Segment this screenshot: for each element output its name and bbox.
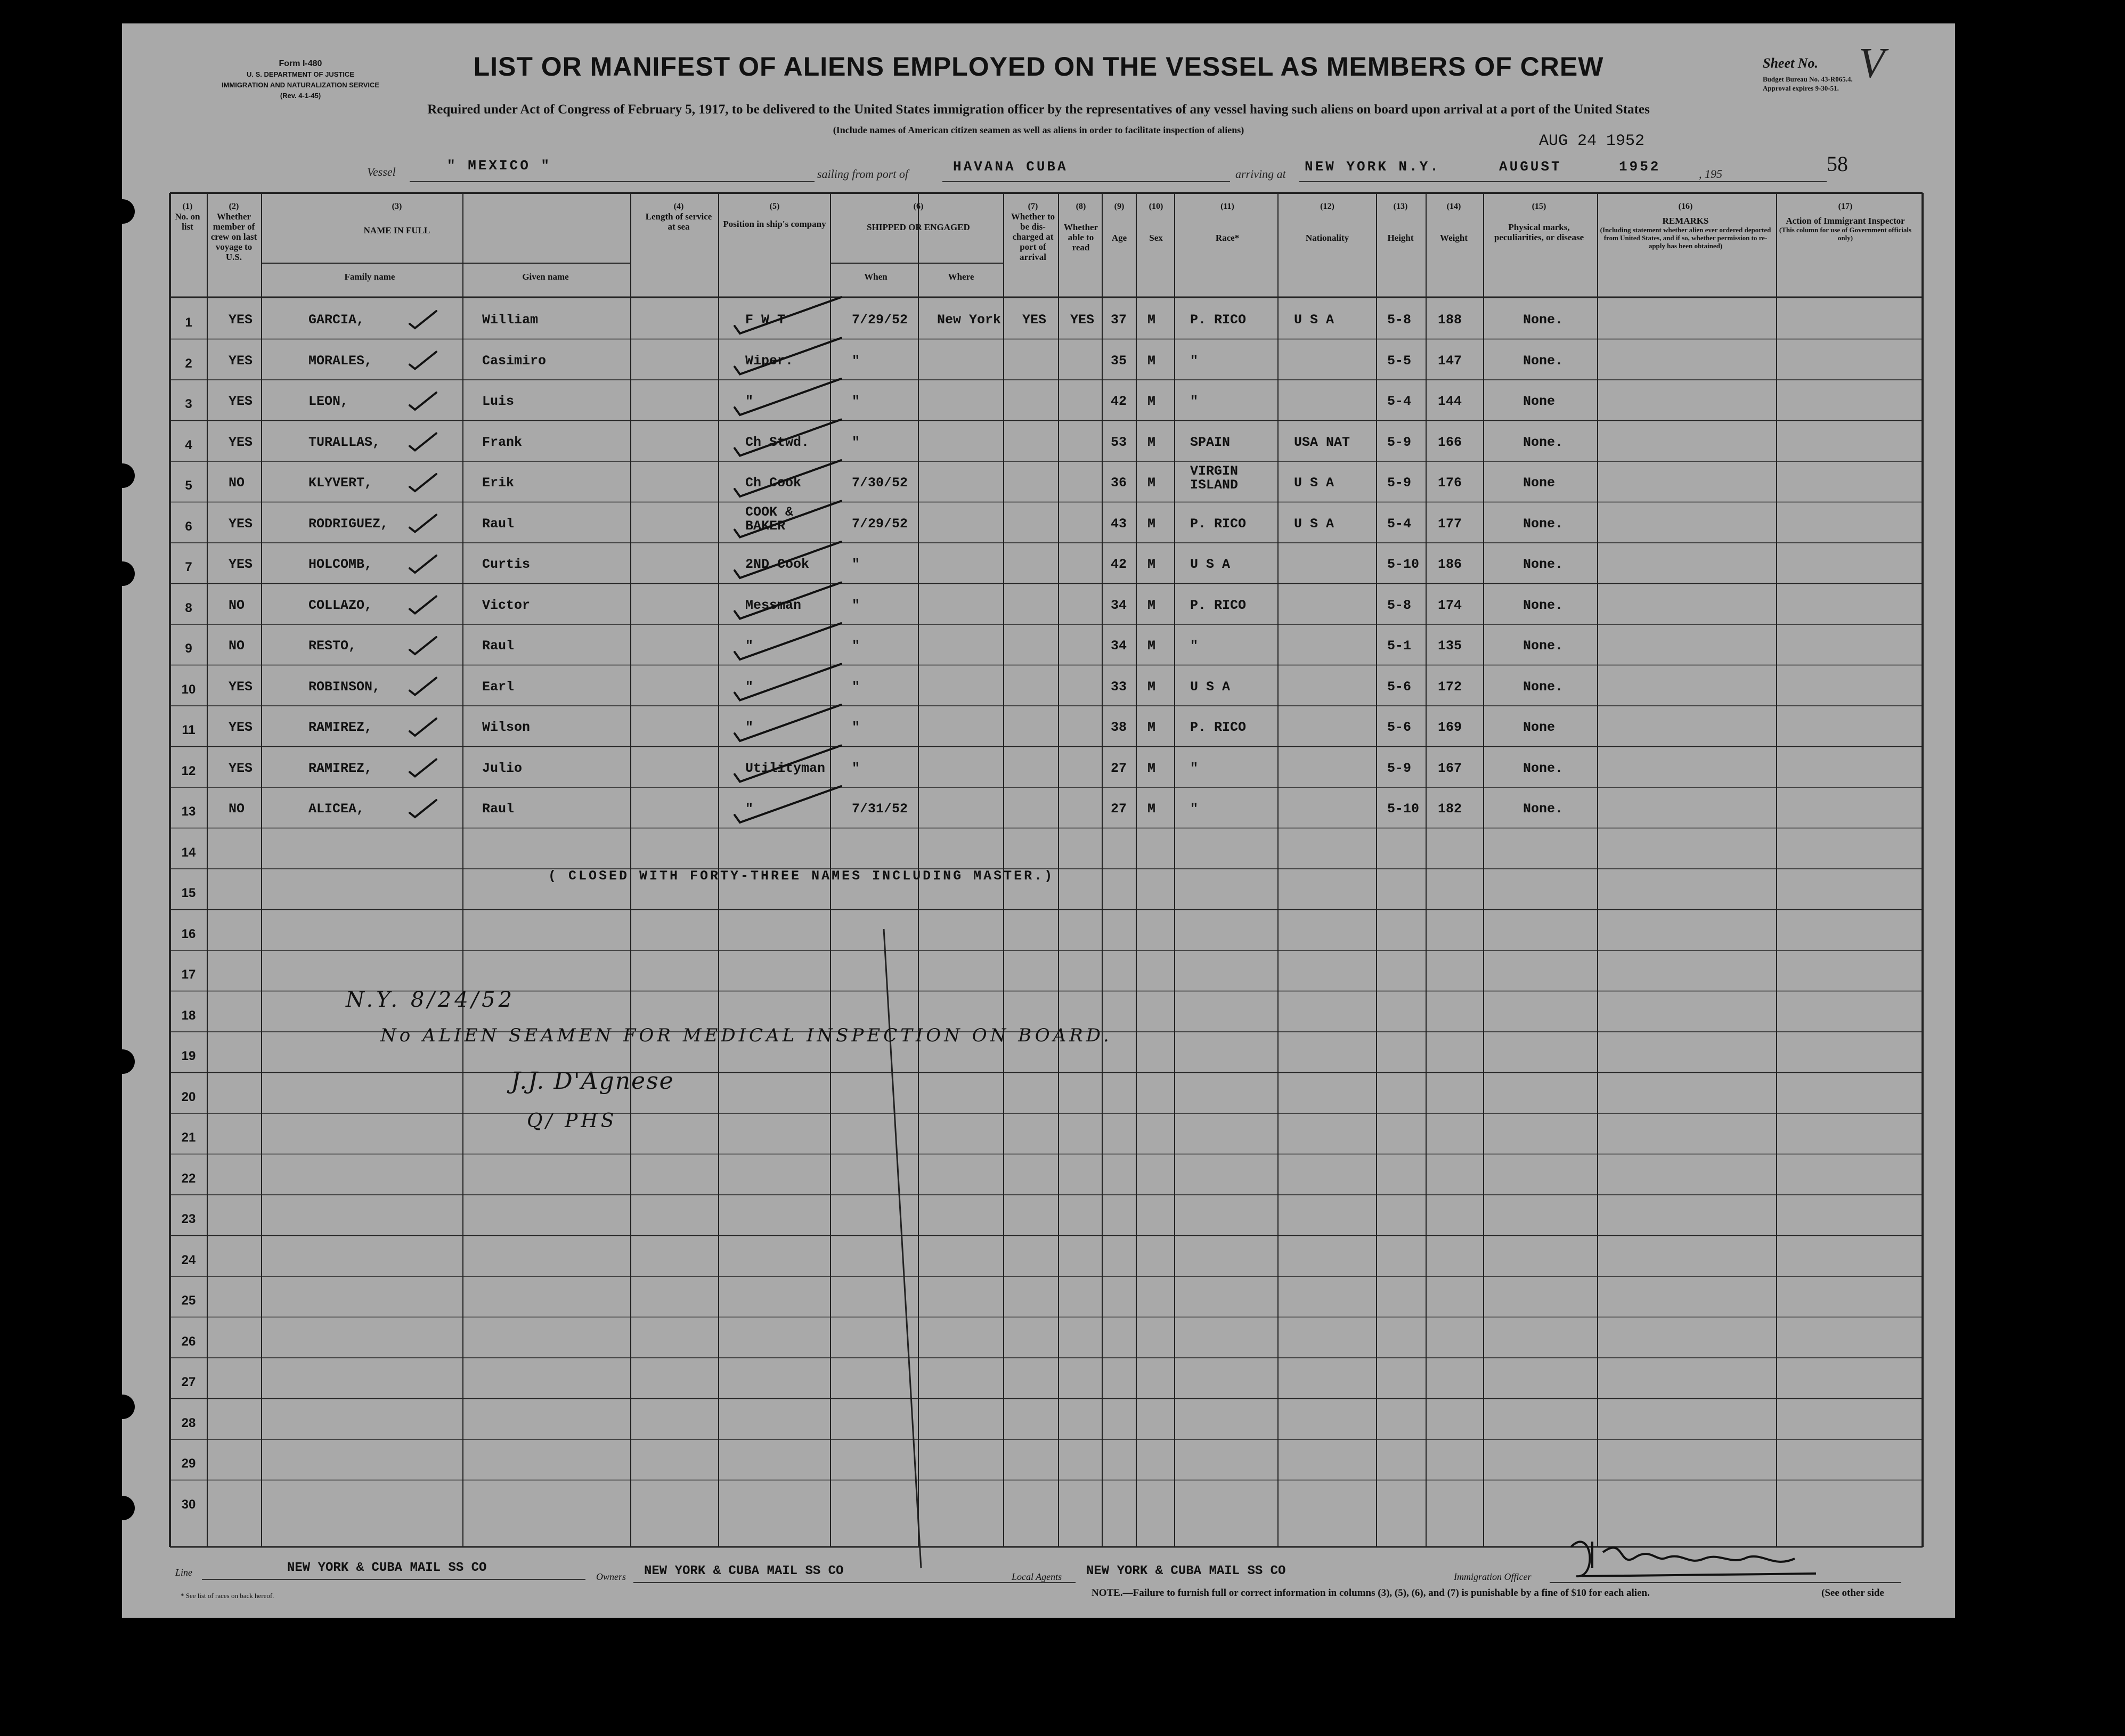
crew-marks: None. — [1523, 557, 1564, 572]
crew-given: Earl — [482, 679, 515, 695]
crew-family: HOLCOMB, — [308, 557, 373, 572]
crew-height: 5-9 — [1387, 475, 1412, 491]
crew-height: 5-1 — [1387, 638, 1412, 654]
crew-when: " — [852, 638, 860, 654]
col8-header: (8) Whether able to read — [1063, 202, 1098, 252]
crew-marks: None. — [1523, 638, 1564, 654]
row-number: 11 — [182, 723, 196, 737]
check-mark — [735, 338, 841, 374]
crew-height: 5-6 — [1387, 679, 1412, 695]
col3-header: (3) NAME IN FULL — [363, 202, 430, 235]
col6-header: (6) SHIPPED OR ENGAGED — [867, 202, 970, 232]
crew-age: 42 — [1111, 557, 1127, 572]
check-mark — [735, 379, 841, 415]
crew-height: 5-6 — [1387, 720, 1412, 735]
crew-given: Frank — [482, 434, 523, 450]
row-number: 21 — [181, 1130, 196, 1145]
crew-weight: 167 — [1438, 760, 1462, 776]
crew-family: ROBINSON, — [308, 679, 381, 695]
races-note: * See list of races on back hereof. — [181, 1592, 274, 1600]
officer-label: Immigration Officer — [1454, 1571, 1532, 1582]
crew-given: Curtis — [482, 557, 531, 572]
col11-header: (11) Race* — [1215, 202, 1240, 243]
crew-height: 5-4 — [1387, 516, 1412, 532]
crew-when: 7/29/52 — [852, 516, 908, 532]
subtitle-note: (Include names of American citizen seamen as well as aliens in order to facilitate inspection of aliens) — [833, 125, 1244, 135]
arriving-label: arriving at — [1235, 167, 1286, 181]
crew-last: YES — [229, 679, 253, 695]
crew-position: 2ND Cook — [745, 557, 810, 572]
crew-age: 33 — [1111, 679, 1127, 695]
crew-position: " — [745, 720, 754, 735]
check-mark — [410, 800, 436, 817]
crew-given: Raul — [482, 801, 515, 817]
crew-race: P. RICO — [1190, 597, 1247, 613]
check-mark — [735, 583, 841, 619]
crew-position: COOK & BAKER — [745, 504, 794, 534]
crew-age: 27 — [1111, 801, 1127, 817]
crew-sex: M — [1147, 312, 1156, 328]
handwritten-signature-dagnese: J.J. D'Agnese — [511, 1067, 674, 1095]
crew-height: 5-8 — [1387, 597, 1412, 613]
check-mark — [410, 597, 436, 614]
crew-weight: 188 — [1438, 312, 1462, 328]
crew-last: YES — [229, 720, 253, 735]
check-mark — [735, 297, 841, 333]
crew-last: YES — [229, 353, 253, 369]
col7-header: (7) Whether to be dis-charged at port of arrival — [1011, 202, 1055, 262]
crew-age: 27 — [1111, 760, 1127, 776]
check-mark — [410, 719, 436, 736]
crew-family: GARCIA, — [308, 312, 365, 328]
owners-value: NEW YORK & CUBA MAIL SS CO — [644, 1564, 844, 1578]
crew-age: 53 — [1111, 434, 1127, 450]
check-mark — [410, 678, 436, 695]
col5-header: (5) Position in ship's company — [723, 202, 826, 229]
check-mark — [410, 393, 436, 410]
crew-race: " — [1190, 353, 1199, 369]
crew-race: P. RICO — [1190, 720, 1247, 735]
sailing-port: HAVANA CUBA — [953, 159, 1068, 175]
crew-when: " — [852, 353, 860, 369]
page-title: LIST OR MANIFEST OF ALIENS EMPLOYED ON THE VESSEL AS MEMBERS OF CREW — [473, 52, 1604, 81]
crew-marks: None. — [1523, 679, 1564, 695]
crew-family: MORALES, — [308, 353, 373, 369]
crew-marks: None — [1523, 394, 1556, 409]
check-mark — [410, 515, 436, 532]
crew-family: RODRIGUEZ, — [308, 516, 389, 532]
row-number: 10 — [181, 682, 196, 697]
crew-discharged: YES — [1022, 312, 1047, 328]
crew-position: " — [745, 638, 754, 654]
crew-marks: None. — [1523, 801, 1564, 817]
crew-marks: None. — [1523, 516, 1564, 532]
crew-given: Raul — [482, 638, 515, 654]
crew-marks: None. — [1523, 597, 1564, 613]
crew-age: 34 — [1111, 638, 1127, 654]
crew-given: Victor — [482, 597, 531, 613]
crew-race: U S A — [1190, 679, 1231, 695]
officer-signature — [1560, 1526, 1827, 1584]
crew-last: NO — [229, 638, 245, 654]
col15-header: (15) Physical marks, peculiarities, or disease — [1494, 202, 1584, 242]
col6a-header: When — [864, 272, 888, 282]
crew-race: " — [1190, 638, 1199, 654]
crew-race: SPAIN — [1190, 434, 1231, 450]
crew-nationality: U S A — [1294, 516, 1334, 532]
row-number: 18 — [181, 1008, 196, 1023]
check-mark — [735, 664, 841, 700]
crew-last: YES — [229, 516, 253, 532]
crew-nationality: U S A — [1294, 312, 1334, 328]
crew-last: YES — [229, 394, 253, 409]
check-mark — [410, 637, 436, 654]
crew-sex: M — [1147, 394, 1156, 409]
crew-race: " — [1190, 394, 1199, 409]
crew-family: RAMIREZ, — [308, 720, 373, 735]
crew-race: P. RICO — [1190, 312, 1247, 328]
crew-height: 5-10 — [1387, 801, 1420, 817]
crew-weight: 144 — [1438, 394, 1462, 409]
crew-when: " — [852, 394, 860, 409]
crew-given: Luis — [482, 394, 515, 409]
crew-last: YES — [229, 312, 253, 328]
col16-header: (16) REMARKS (Including statement whether alien ever ordered deported from United States, and if so, whether permission to re-apply has been obtained) — [1600, 202, 1771, 250]
crew-height: 5-9 — [1387, 760, 1412, 776]
crew-when: 7/30/52 — [852, 475, 908, 491]
check-mark — [410, 434, 436, 451]
footer-note: NOTE.—Failure to furnish full or correct information in columns (3), (5), (6), and (7) is punishable by a fine of $10 for each alien. — [1092, 1587, 1650, 1599]
crew-when: 7/29/52 — [852, 312, 908, 328]
date-stamp: AUG 24 1952 — [1539, 132, 1645, 150]
crew-position: " — [745, 394, 754, 409]
crew-position: Ch Cook — [745, 475, 802, 491]
crew-marks: None. — [1523, 760, 1564, 776]
crew-family: TURALLAS, — [308, 434, 381, 450]
crew-where: New York — [937, 312, 1002, 328]
arrival-year: 1952 — [1619, 159, 1661, 175]
crew-when: " — [852, 760, 860, 776]
row-number: 7 — [185, 560, 192, 574]
crew-when: 7/31/52 — [852, 801, 908, 817]
crew-age: 38 — [1111, 720, 1127, 735]
crew-last: YES — [229, 557, 253, 572]
crew-height: 5-10 — [1387, 557, 1420, 572]
owners-underline — [633, 1582, 1076, 1583]
crew-sex: M — [1147, 760, 1156, 776]
handwritten-inspection-note: No ALIEN SEAMEN FOR MEDICAL INSPECTION ON BOARD. — [380, 1025, 1112, 1046]
row-number: 1 — [185, 315, 192, 330]
crew-position: Wiper. — [745, 353, 794, 369]
row-number: 25 — [181, 1293, 196, 1308]
crew-age: 37 — [1111, 312, 1127, 328]
row-number: 29 — [181, 1456, 196, 1471]
check-mark — [735, 542, 841, 578]
arrival-month: AUGUST — [1499, 159, 1562, 175]
col2-header: (2) Whether member of crew on last voyage to U.S. — [210, 202, 257, 262]
agents-label: Local Agents — [1012, 1571, 1062, 1582]
crew-sex: M — [1147, 720, 1156, 735]
crew-nationality: USA NAT — [1294, 434, 1350, 450]
crew-when: " — [852, 720, 860, 735]
see-other-side: (See other side — [1821, 1587, 1884, 1599]
crew-sex: M — [1147, 679, 1156, 695]
line-label: Line — [175, 1567, 193, 1578]
crew-given: Wilson — [482, 720, 531, 735]
crew-weight: 174 — [1438, 597, 1462, 613]
crew-age: 43 — [1111, 516, 1127, 532]
crew-sex: M — [1147, 557, 1156, 572]
row-number: 22 — [181, 1171, 196, 1186]
row-number: 20 — [181, 1089, 196, 1104]
row-number: 28 — [181, 1415, 196, 1430]
sheet-label: Sheet No. — [1763, 55, 1818, 71]
crew-weight: 176 — [1438, 475, 1462, 491]
sheet-value: V — [1859, 40, 1885, 87]
crew-family: COLLAZO, — [308, 597, 373, 613]
check-mark — [410, 474, 436, 491]
crew-last: YES — [229, 434, 253, 450]
handwritten-date: N.Y. 8/24/52 — [346, 988, 516, 1012]
row-number: 27 — [181, 1375, 196, 1389]
revision: (Rev. 4-1-45) — [280, 92, 321, 100]
crew-marks: None. — [1523, 353, 1564, 369]
crew-sex: M — [1147, 597, 1156, 613]
crew-marks: None. — [1523, 434, 1564, 450]
owners-label: Owners — [596, 1571, 626, 1582]
crew-last: NO — [229, 597, 245, 613]
col1-header: (1) No. on list — [175, 202, 200, 232]
crew-age: 35 — [1111, 353, 1127, 369]
crew-weight: 177 — [1438, 516, 1462, 532]
check-marks-overlay — [122, 23, 1955, 1618]
crew-read: YES — [1070, 312, 1095, 328]
budget-number: Budget Bureau No. 43-R065.4. — [1763, 75, 1853, 83]
crew-height: 5-5 — [1387, 353, 1412, 369]
crew-last: NO — [229, 475, 245, 491]
crew-sex: M — [1147, 353, 1156, 369]
check-mark — [735, 420, 841, 456]
check-mark — [735, 746, 841, 782]
check-mark — [735, 623, 841, 659]
check-mark — [410, 352, 436, 369]
row-number: 16 — [181, 926, 196, 941]
check-mark — [735, 501, 841, 537]
col3a-header: Family name — [344, 272, 395, 282]
crew-weight: 169 — [1438, 720, 1462, 735]
service: IMMIGRATION AND NATURALIZATION SERVICE — [221, 81, 380, 89]
crew-height: 5-8 — [1387, 312, 1412, 328]
check-mark — [410, 311, 436, 328]
crew-when: " — [852, 597, 860, 613]
crew-position: Messman — [745, 597, 802, 613]
row-number: 24 — [181, 1252, 196, 1267]
crew-given: Casimiro — [482, 353, 547, 369]
crew-weight: 172 — [1438, 679, 1462, 695]
crew-last: YES — [229, 760, 253, 776]
sailing-label: sailing from port of — [817, 167, 908, 181]
col10-header: (10) Sex — [1149, 202, 1163, 243]
crew-race: VIRGIN ISLAND — [1190, 463, 1239, 493]
col3b-header: Given name — [522, 272, 569, 282]
approval-expiry: Approval expires 9-30-51. — [1763, 84, 1839, 92]
row-number: 23 — [181, 1212, 196, 1226]
crew-age: 36 — [1111, 475, 1127, 491]
crew-family: RESTO, — [308, 638, 357, 654]
arriving-port: NEW YORK N.Y. — [1305, 159, 1440, 175]
crew-given: Julio — [482, 760, 523, 776]
row-number: 3 — [185, 397, 192, 411]
row-number: 13 — [181, 804, 196, 819]
crew-weight: 182 — [1438, 801, 1462, 817]
col6b-header: Where — [948, 272, 974, 282]
crew-family: RAMIREZ, — [308, 760, 373, 776]
crew-position: Utilityman — [745, 760, 826, 776]
closing-note: ( CLOSED WITH FORTY-THREE NAMES INCLUDING MASTER.) — [548, 868, 1055, 884]
crew-age: 42 — [1111, 394, 1127, 409]
crew-height: 5-9 — [1387, 434, 1412, 450]
crew-sex: M — [1147, 516, 1156, 532]
col9-header: (9) Age — [1111, 202, 1127, 243]
row-number: 8 — [185, 600, 192, 615]
row-number: 2 — [185, 356, 192, 371]
crew-position: " — [745, 679, 754, 695]
crew-race: " — [1190, 760, 1199, 776]
check-mark — [735, 705, 841, 741]
crew-marks: None — [1523, 720, 1556, 735]
crew-sex: M — [1147, 801, 1156, 817]
check-mark — [410, 760, 436, 777]
crew-race: " — [1190, 801, 1199, 817]
vessel-label: Vessel — [367, 165, 396, 178]
check-mark — [735, 460, 841, 496]
row-number: 4 — [185, 437, 192, 452]
check-mark — [735, 786, 841, 822]
crew-given: Raul — [482, 516, 515, 532]
col14-header: (14) Weight — [1440, 202, 1468, 243]
line-value: NEW YORK & CUBA MAIL SS CO — [287, 1561, 487, 1575]
crew-position: F W T — [745, 312, 786, 328]
department: U. S. DEPARTMENT OF JUSTICE — [247, 70, 354, 78]
row-number: 5 — [185, 478, 192, 493]
row-number: 15 — [181, 886, 196, 900]
handwritten-title: Q/ PHS — [527, 1110, 617, 1132]
crew-sex: M — [1147, 475, 1156, 491]
row-number: 14 — [181, 845, 196, 860]
subtitle: Required under Act of Congress of February 5, 1917, to be delivered to the United States immigration officer by the representatives of any vessel having such aliens on board upon arrival at a port of the United States — [427, 102, 1650, 117]
crew-when: " — [852, 679, 860, 695]
row-number: 19 — [181, 1049, 196, 1063]
col12-header: (12) Nationality — [1305, 202, 1349, 243]
row-number: 9 — [185, 641, 192, 656]
crew-weight: 147 — [1438, 353, 1462, 369]
crew-position: Ch Stwd. — [745, 434, 810, 450]
vessel-name: " MEXICO " — [447, 158, 552, 174]
crew-family: LEON, — [308, 394, 349, 409]
year-print: , 195 — [1699, 167, 1722, 181]
row-number: 6 — [185, 519, 192, 534]
crew-family: ALICEA, — [308, 801, 365, 817]
crew-height: 5-4 — [1387, 394, 1412, 409]
crew-nationality: U S A — [1294, 475, 1334, 491]
row-number: 17 — [181, 967, 196, 982]
page-number: 58 — [1827, 152, 1848, 176]
form-number: Form I-480 — [279, 59, 322, 68]
row-number: 26 — [181, 1334, 196, 1349]
crew-age: 34 — [1111, 597, 1127, 613]
col13-header: (13) Height — [1387, 202, 1414, 243]
check-mark — [410, 556, 436, 573]
col17-header: (17) Action of Immigrant Inspector (This column for use of Government officials only) — [1779, 202, 1912, 242]
crew-position: " — [745, 801, 754, 817]
crew-marks: None — [1523, 475, 1556, 491]
manifest-sheet — [122, 23, 1955, 1618]
agents-value: NEW YORK & CUBA MAIL SS CO — [1086, 1564, 1286, 1578]
crew-family: KLYVERT, — [308, 475, 373, 491]
crew-race: U S A — [1190, 557, 1231, 572]
crew-marks: None. — [1523, 312, 1564, 328]
row-number: 30 — [181, 1497, 196, 1512]
crew-last: NO — [229, 801, 245, 817]
row-number: 12 — [181, 763, 196, 778]
crew-given: Erik — [482, 475, 515, 491]
crew-given: William — [482, 312, 539, 328]
crew-weight: 166 — [1438, 434, 1462, 450]
col4-header: (4) Length of service at sea — [645, 202, 712, 232]
line-underline — [202, 1579, 585, 1580]
crew-weight: 186 — [1438, 557, 1462, 572]
crew-sex: M — [1147, 434, 1156, 450]
crew-when: " — [852, 557, 860, 572]
crew-race: P. RICO — [1190, 516, 1247, 532]
crew-sex: M — [1147, 638, 1156, 654]
crew-weight: 135 — [1438, 638, 1462, 654]
crew-when: " — [852, 434, 860, 450]
